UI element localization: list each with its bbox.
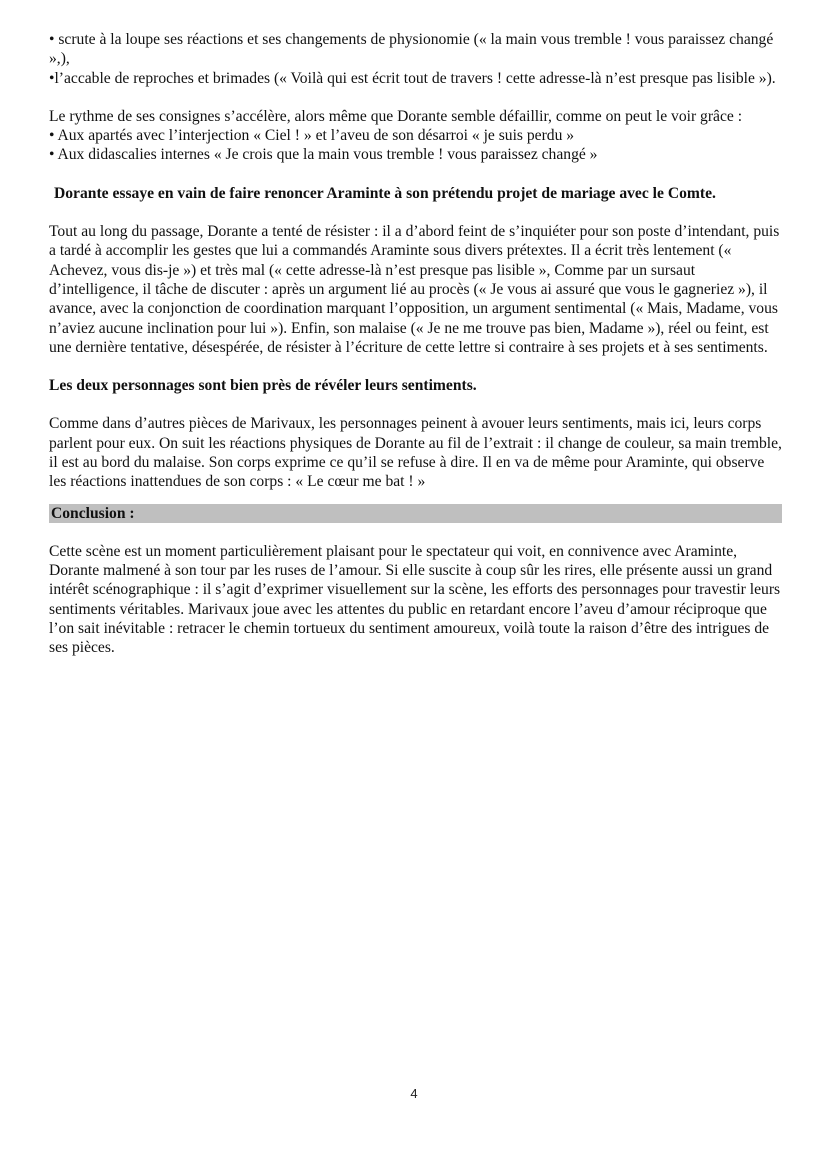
conclusion-heading: Conclusion :	[49, 504, 782, 523]
document-page	[49, 30, 782, 657]
section-paragraph-sentiments: Comme dans d’autres pièces de Marivaux, les personnages peinent à avouer leurs sentiments, mais ici, leurs corps parlent pour eux. On suit les réactions physiques de Dorante au fil de l’extrait : il change de couleur, sa main tremble, il est au bord du malaise. Son corps exprime ce qu’il se refuse à dire. Il en va de même pour Araminte, qui observe les réactions inattendues de son corps : « Le cœur me bat ! »	[49, 415, 782, 491]
section-heading-sentiments: Les deux personnages sont bien près de révéler leurs sentiments.	[49, 377, 477, 395]
intro-bullet-1: • scrute à la loupe ses réactions et ses changements de physionomie (« la main vous tremble ! vous paraissez changé »,),	[49, 31, 774, 68]
section-heading-dorante: Dorante essaye en vain de faire renoncer Araminte à son prétendu projet de mariage avec le Comte.	[54, 184, 716, 202]
intro-bullet-2: •l’accable de reproches et brimades (« Voilà qui est écrit tout de travers ! cette adresse-là n’est presque pas lisible »).	[49, 69, 776, 87]
section-paragraph-dorante: Tout au long du passage, Dorante a tenté de résister : il a d’abord feint de s’inquiéter pour son poste d’intendant, puis a tardé à accomplir les gestes que lui a commandés Araminte sous divers prétextes. Il a écrit très lentement (« Achevez, vous dis-je ») et très mal (« cette adresse-là n’est presque pas lisible », Comme par un sursaut d’intelligence, il tâche de discuter : après un argument lié au procès (« Je vous ai assuré que vous le gagneriez »), il avance, avec la conjonction de coordination marquant l’opposition, un argument sentimental (« Mais, Madame, vous n’aviez aucune inclination pour lui »). Enfin, son malaise (« Je ne me trouve pas bien, Madame »), réel ou feint, est une dernière tentative, désespérée, de résister à l’écriture de cette lettre si contraire à ses projets et à ses sentiments.	[49, 223, 780, 356]
rhythm-bullet-1: • Aux apartés avec l’interjection « Ciel ! » et l’aveu de son désarroi « je suis perdu »	[49, 127, 575, 145]
rhythm-bullet-2: • Aux didascalies internes « Je crois que la main vous tremble ! vous paraissez changé »	[49, 146, 598, 164]
page-number: 4	[410, 1086, 418, 1101]
rhythm-paragraph: Le rythme de ses consignes s’accélère, alors même que Dorante semble défaillir, comme on peut le voir grâce :	[49, 107, 743, 125]
conclusion-paragraph: Cette scène est un moment particulièrement plaisant pour le spectateur qui voit, en connivence avec Araminte, Dorante malmené à son tour par les ruses de l’amour. Si elle suscite à coup sûr les rires, elle présente aussi un grand intérêt scénographique : il s’agit d’exprimer visuellement sur la scène, les efforts des personnages pour travestir leurs sentiments véritables. Marivaux joue avec les attentes du public en retardant encore l’aveu d’amour réciproque que l’on sait inévitable : retracer le chemin tortueux du sentiment amoureux, voilà toute la raison d’être des intrigues de ses pièces.	[49, 542, 781, 657]
